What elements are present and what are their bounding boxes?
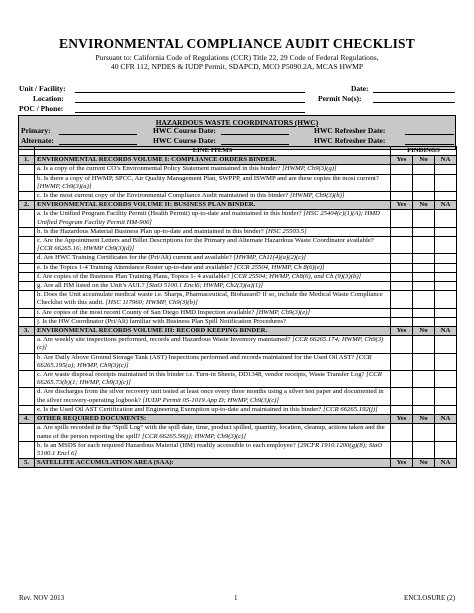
na-checkbox[interactable] xyxy=(435,254,457,263)
hwc-refresher-2-label: HWC Refresher Date: xyxy=(314,136,386,145)
item-blank xyxy=(19,254,35,263)
no-checkbox[interactable] xyxy=(413,336,435,353)
item-reference: [CCR 66265.16; HWMP Ch9(3)(d)] xyxy=(37,245,135,253)
na-checkbox[interactable] xyxy=(435,371,457,388)
item-blank xyxy=(19,165,35,174)
no-header: No xyxy=(413,415,435,424)
item-reference: [HSC 25503.5] xyxy=(265,227,307,235)
section-row xyxy=(19,415,457,424)
item-text: h. Does the Unit accumulate medical waste i.e. Sharps, Pharmaceutical, Biohazard? If so, include the Medical Waste Compliance Checklist with this audit. xyxy=(37,291,383,307)
hwc-alternate-label: Alternate: xyxy=(21,136,54,145)
item-text: a. Are weekly site inspections performed, records and Hazardous Waste Inventory maintained? xyxy=(37,336,291,344)
hwc-primary-label: Primary: xyxy=(21,126,51,135)
checklist-item xyxy=(35,282,391,291)
findings-header: FINDINGS xyxy=(391,147,457,156)
unit-facility-field[interactable] xyxy=(75,92,305,93)
checklist-item xyxy=(35,174,391,191)
na-checkbox[interactable] xyxy=(435,291,457,308)
item-reference: [CCR 66265.56(j); HWMP, Ch9(3)(c)] xyxy=(141,432,247,440)
checklist-item xyxy=(35,336,391,353)
no-checkbox[interactable] xyxy=(413,353,435,370)
yes-checkbox[interactable] xyxy=(391,441,413,458)
hwc-primary-field[interactable] xyxy=(59,134,137,135)
item-reference: [HSC 25404(c)(1)(A); HMD Unified Program Facility Permit HM-906] xyxy=(37,210,380,226)
yes-checkbox[interactable] xyxy=(391,254,413,263)
na-checkbox[interactable] xyxy=(435,308,457,317)
no-checkbox[interactable] xyxy=(413,308,435,317)
no-checkbox[interactable] xyxy=(413,405,435,414)
item-reference: [HWMP, Ch9(3)(h)] xyxy=(289,192,345,200)
section-number: 5. xyxy=(19,459,35,468)
page-title: ENVIRONMENTAL COMPLIANCE AUDIT CHECKLIST xyxy=(59,36,415,51)
section-title: OTHER REQUIRED DOCUMENTS: xyxy=(35,415,391,424)
yes-header: Yes xyxy=(391,156,413,165)
checklist-item-row xyxy=(19,227,457,236)
yes-header: Yes xyxy=(391,327,413,336)
checklist-item-row xyxy=(19,272,457,281)
no-checkbox[interactable] xyxy=(413,174,435,191)
item-blank xyxy=(19,174,35,191)
checklist-item-row xyxy=(19,424,457,441)
no-checkbox[interactable] xyxy=(413,227,435,236)
item-blank xyxy=(19,210,35,227)
no-checkbox[interactable] xyxy=(413,165,435,174)
item-text: a. Are spills recorded in the “Spill Log” with the spill date, time, product spilled, quantity, location, cleanup, actions taken and the name of the person reporting the spill? xyxy=(37,424,385,440)
item-blank xyxy=(19,227,35,236)
yes-checkbox[interactable] xyxy=(391,165,413,174)
checklist-item xyxy=(35,165,391,174)
no-checkbox[interactable] xyxy=(413,237,435,254)
item-blank xyxy=(19,424,35,441)
footer-enclosure: ENCLOSURE (2) xyxy=(404,594,456,602)
no-header: No xyxy=(413,201,435,210)
item-reference: [CCR 66265.192(j)] xyxy=(323,405,378,413)
yes-header: Yes xyxy=(391,459,413,468)
hwc-course-date-2-field[interactable] xyxy=(221,144,289,145)
item-text: c. Are waste disposal receipts maintained in this binder i.e. Turn-in Sheets, DD1348, vendor receipts, Waste Transfer Log? xyxy=(37,371,365,379)
item-blank xyxy=(19,272,35,281)
na-checkbox[interactable] xyxy=(435,237,457,254)
na-checkbox[interactable] xyxy=(435,227,457,236)
item-text: g. Are all HM listed on the Unit’s AUL? xyxy=(37,282,145,290)
section-row xyxy=(19,156,457,165)
hwc-alternate-field[interactable] xyxy=(59,144,137,145)
permit-no-field[interactable] xyxy=(373,102,455,103)
item-blank xyxy=(19,441,35,458)
checklist-item xyxy=(35,424,391,441)
item-text: d. Are HWC Training Certificates for the (Pri/Alt) current and available? xyxy=(37,254,232,262)
na-checkbox[interactable] xyxy=(435,210,457,227)
na-checkbox[interactable] xyxy=(435,424,457,441)
section-title: ENVIRONMENTAL RECORDS VOLUME II: BUSINESS PLAN BINDER. xyxy=(35,201,391,210)
checklist-item-row xyxy=(19,237,457,254)
item-text: f. Are copies of the Business Plan Training Plans, Topics 1- 4 available? xyxy=(37,272,230,280)
item-text: e. Is the Used Oil AST Certification and Engineering Exemption up-to-date and maintained in this binder? xyxy=(37,405,322,413)
item-blank xyxy=(19,308,35,317)
item-blank xyxy=(19,237,35,254)
yes-checkbox[interactable] xyxy=(391,227,413,236)
section-number: 2. xyxy=(19,201,35,210)
poc-phone-field[interactable] xyxy=(75,112,305,113)
yes-checkbox[interactable] xyxy=(391,353,413,370)
hwc-refresher-2-field[interactable] xyxy=(405,144,454,145)
no-checkbox[interactable] xyxy=(413,210,435,227)
item-blank xyxy=(19,353,35,370)
na-checkbox[interactable] xyxy=(435,174,457,191)
yes-checkbox[interactable] xyxy=(391,210,413,227)
checklist-item-row xyxy=(19,210,457,227)
section-title: ENVIRONMENTAL RECORDS VOLUME I: COMPLIANCE ORDERS BINDER. xyxy=(35,156,391,165)
yes-checkbox[interactable] xyxy=(391,371,413,388)
hwc-box xyxy=(18,115,456,150)
yes-checkbox[interactable] xyxy=(391,291,413,308)
item-blank xyxy=(19,336,35,353)
no-checkbox[interactable] xyxy=(413,192,435,201)
hwc-course-date-1-label: HWC Course Date: xyxy=(153,126,216,135)
na-checkbox[interactable] xyxy=(435,441,457,458)
na-checkbox[interactable] xyxy=(435,165,457,174)
checklist-item-row xyxy=(19,174,457,191)
checklist-item-row xyxy=(19,308,457,317)
item-reference: [HWMP, Ch11(4)(a)(2)(c)] xyxy=(233,254,307,262)
yes-checkbox[interactable] xyxy=(391,282,413,291)
checklist-item xyxy=(35,254,391,263)
checklist-item xyxy=(35,291,391,308)
hwc-refresher-1-label: HWC Refresher Date: xyxy=(314,126,386,135)
hwc-title: HAZARDOUS WASTE COORDINATORS (HWC) xyxy=(155,118,319,127)
na-checkbox[interactable] xyxy=(435,282,457,291)
checklist-item xyxy=(35,405,391,414)
checklist-item-row xyxy=(19,317,457,326)
table-header-row xyxy=(19,147,457,156)
checklist-item-row xyxy=(19,263,457,272)
checklist-item xyxy=(35,192,391,201)
no-header: No xyxy=(413,459,435,468)
location-label: Location: xyxy=(33,94,64,103)
checklist-item-row xyxy=(19,371,457,388)
yes-header: Yes xyxy=(391,415,413,424)
item-reference: [CCR 25504; HWMP, Ch8(6), and Ch (9)(3)(b)] xyxy=(231,272,362,280)
checklist-item xyxy=(35,441,391,458)
yes-checkbox[interactable] xyxy=(391,317,413,326)
na-checkbox[interactable] xyxy=(435,272,457,281)
section-title: SATELLITE ACCUMULATION AREA (SAA): xyxy=(35,459,391,468)
na-header: NA xyxy=(435,327,457,336)
item-reference: [29CFR 1910.1200(g)(8); StaO 5100.1 Encl 6] xyxy=(37,441,383,457)
item-blank xyxy=(19,291,35,308)
item-reference: [CCR 66265.174; HWMP, Ch9(3)(c)] xyxy=(37,336,384,352)
permit-no-label: Permit No(s): xyxy=(318,94,362,103)
yes-checkbox[interactable] xyxy=(391,308,413,317)
no-checkbox[interactable] xyxy=(413,272,435,281)
hwc-course-date-1-field[interactable] xyxy=(221,134,289,135)
footer-page-number: 1 xyxy=(234,594,238,602)
checklist-item xyxy=(35,388,391,405)
no-checkbox[interactable] xyxy=(413,371,435,388)
yes-checkbox[interactable] xyxy=(391,192,413,201)
no-checkbox[interactable] xyxy=(413,263,435,272)
date-label: Date: xyxy=(351,84,369,93)
na-checkbox[interactable] xyxy=(435,192,457,201)
item-text: b. Are Daily Above Ground Storage Tank (AST) Inspections performed and records maintained for the Used Oil AST? xyxy=(37,353,355,361)
poc-phone-label: POC / Phone: xyxy=(19,104,64,113)
item-text: i. Are copies of the most recent County of San Diego HMD Inspection available? xyxy=(37,308,255,316)
section-number: 4. xyxy=(19,415,35,424)
subtitle-line-1: Pursuant to: California Code of Regulations (CCR) Title 22, 29 Code of Federal Regulations, xyxy=(95,53,379,62)
item-text: d. Are discharges from the silver recovery unit tested at least once every three months using a silver test paper and documented in the silver recovery-operating logbook? xyxy=(37,388,384,404)
checklist-item-row xyxy=(19,254,457,263)
na-header: NA xyxy=(435,415,457,424)
no-checkbox[interactable] xyxy=(413,291,435,308)
item-blank xyxy=(19,371,35,388)
checklist-table xyxy=(18,146,457,468)
item-blank xyxy=(19,263,35,272)
checklist-item xyxy=(35,263,391,272)
checklist-item xyxy=(35,317,391,326)
no-checkbox[interactable] xyxy=(413,282,435,291)
item-reference: [HWMP, Ch9(3)(e)] xyxy=(255,308,311,316)
item-text: j. Is the HW Coordinator (Pri/Alt) familiar with Business Plan Spill Notification Procedures? xyxy=(37,317,286,325)
checklist-item xyxy=(35,308,391,317)
checklist-item xyxy=(35,237,391,254)
no-checkbox[interactable] xyxy=(413,441,435,458)
no-checkbox[interactable] xyxy=(413,317,435,326)
yes-checkbox[interactable] xyxy=(391,405,413,414)
checklist-item-row xyxy=(19,388,457,405)
checklist-item-row xyxy=(19,282,457,291)
item-reference: [StaO 5100.1 Encl6; HWMP, Ch2(3)(a)(1)] xyxy=(146,282,264,290)
item-reference: [CCR 66265.73(b)(1; HWMP, Ch9(3)(c)] xyxy=(37,371,382,387)
item-text: a. Is a copy of the current CO’s Environmental Policy Statement maintained in this binder? xyxy=(37,165,281,173)
header-blank xyxy=(19,147,35,156)
unit-facility-label: Unit / Facility: xyxy=(19,84,66,93)
item-reference: [HSC 117960; HWMP, Ch9(3)(b)] xyxy=(105,299,198,307)
checklist-item-row xyxy=(19,353,457,370)
hwc-refresher-1-field[interactable] xyxy=(405,134,454,135)
location-field[interactable] xyxy=(75,102,305,103)
item-blank xyxy=(19,405,35,414)
item-blank xyxy=(19,192,35,201)
na-header: NA xyxy=(435,156,457,165)
na-checkbox[interactable] xyxy=(435,353,457,370)
item-text: e. Is the Topics 1-4 Training Attendance Roster up-to-date and available? xyxy=(37,263,233,271)
item-text: c. Is the most current copy of the Environmental Compliance Audit maintained in this binder? xyxy=(37,192,289,200)
section-title: ENVIRONMENTAL RECORDS VOLUME III: RECORD KEEPING BINDER. xyxy=(35,327,391,336)
na-checkbox[interactable] xyxy=(435,336,457,353)
yes-checkbox[interactable] xyxy=(391,424,413,441)
footer-revision: Rev. NOV 2013 xyxy=(19,594,65,602)
subtitle-line-2: 40 CFR 112, NPDES & IUDP Permit, SDAPCD, MCO P5090.2A, MCAS HWMP xyxy=(110,62,364,71)
no-checkbox[interactable] xyxy=(413,254,435,263)
yes-header: Yes xyxy=(391,201,413,210)
hwc-course-date-2-label: HWC Course Date: xyxy=(153,136,216,145)
item-text: a. Is the Unified Program Facility Permit (Health Permit) up-to-date and maintained in this binder? xyxy=(37,210,302,218)
section-number: 3. xyxy=(19,327,35,336)
section-row xyxy=(19,201,457,210)
yes-checkbox[interactable] xyxy=(391,272,413,281)
date-field[interactable] xyxy=(373,92,455,93)
item-reference: [CCR 25504, HWMP, Ch 8(6)(e)] xyxy=(234,263,325,271)
no-checkbox[interactable] xyxy=(413,424,435,441)
yes-checkbox[interactable] xyxy=(391,174,413,191)
item-blank xyxy=(19,282,35,291)
checklist-item xyxy=(35,272,391,281)
yes-checkbox[interactable] xyxy=(391,388,413,405)
item-text: c. Are the Appointment Letters and Billet Descriptions for the Primary and Alternate Hazardous Waste Coordinator available? xyxy=(37,237,374,245)
item-reference: [IUDP Permit 05-1019 App D; HWMP, Ch9(3)(c)] xyxy=(142,396,280,404)
checklist-item-row xyxy=(19,192,457,201)
checklist-item xyxy=(35,210,391,227)
checklist-item-row xyxy=(19,165,457,174)
item-text: b. Is an MSDS for each required Hazardous Material (HM) readily accessible to each employee? xyxy=(37,441,296,449)
checklist-item-row xyxy=(19,336,457,353)
checklist-item-row xyxy=(19,441,457,458)
checklist-item xyxy=(35,353,391,370)
line-items-header: LINE ITEMS xyxy=(35,147,391,156)
checklist-item-row xyxy=(19,291,457,308)
item-reference: [CCR 66265.195(a); HWMP, Ch9(3)(c)] xyxy=(37,353,372,369)
yes-checkbox[interactable] xyxy=(391,263,413,272)
section-row xyxy=(19,327,457,336)
yes-checkbox[interactable] xyxy=(391,336,413,353)
item-text: b. Is the Hazardous Material Business Plan up-to-date and maintained in this binder? xyxy=(37,227,264,235)
item-text: b. Is there a copy of HWMP, SPCC, Air Quality Management Plan, SWPPP, and ISWMP and are these copies the most current? xyxy=(37,174,379,182)
item-blank xyxy=(19,317,35,326)
section-number: 1. xyxy=(19,156,35,165)
item-reference: [HWMP, Ch9(3)(a)] xyxy=(37,182,92,190)
item-blank xyxy=(19,388,35,405)
item-reference: [HWMP, Ch9(3)(g)] xyxy=(282,165,337,173)
na-header: NA xyxy=(435,459,457,468)
na-checkbox[interactable] xyxy=(435,317,457,326)
checklist-item xyxy=(35,227,391,236)
checklist-item-row xyxy=(19,405,457,414)
yes-checkbox[interactable] xyxy=(391,237,413,254)
no-checkbox[interactable] xyxy=(413,388,435,405)
checklist-item xyxy=(35,371,391,388)
no-header: No xyxy=(413,156,435,165)
section-row xyxy=(19,459,457,468)
na-header: NA xyxy=(435,201,457,210)
na-checkbox[interactable] xyxy=(435,263,457,272)
na-checkbox[interactable] xyxy=(435,388,457,405)
na-checkbox[interactable] xyxy=(435,405,457,414)
no-header: No xyxy=(413,327,435,336)
